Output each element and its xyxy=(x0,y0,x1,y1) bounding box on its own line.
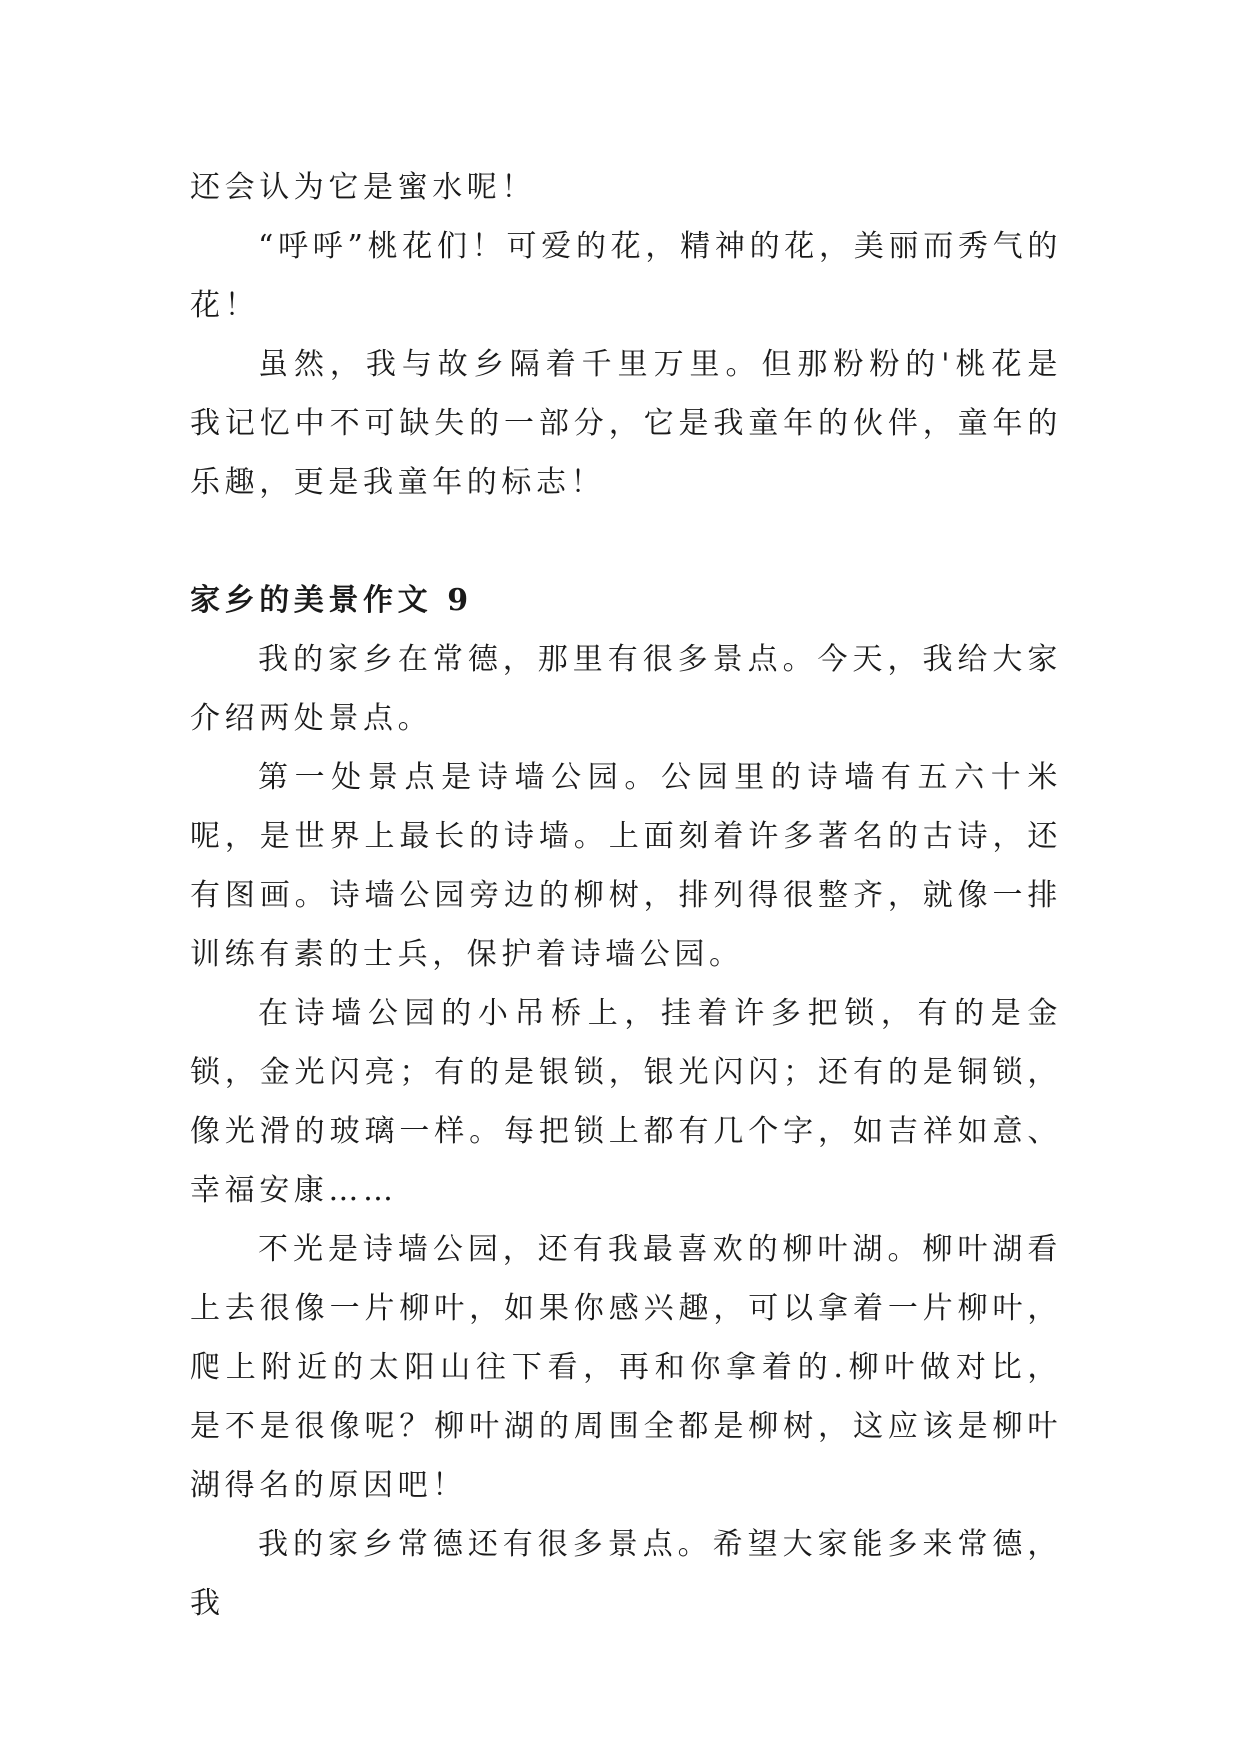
paragraph: 我的家乡常德还有很多景点。希望大家能多来常德，我 xyxy=(190,1527,1062,1621)
paragraph: 还会认为它是蜜水呢！ xyxy=(190,170,536,205)
document-page xyxy=(190,158,1062,1633)
essay-heading: 家乡的美景作文 9 xyxy=(190,583,473,618)
paragraph: 我的家乡在常德，那里有很多景点。今天，我给大家介绍两处景点。 xyxy=(190,642,1062,736)
paragraph: 第一处景点是诗墙公园。公园里的诗墙有五六十米呢，是世界上最长的诗墙。上面刻着许多著名的古诗，还有图画。诗墙公园旁边的柳树，排列得很整齐，就像一排训练有素的士兵，保护着诗墙公园。 xyxy=(190,760,1062,972)
paragraph: 在诗墙公园的小吊桥上，挂着许多把锁，有的是金锁，金光闪亮；有的是银锁，银光闪闪；还有的是铜锁，像光滑的玻璃一样。每把锁上都有几个字，如吉祥如意、幸福安康…… xyxy=(190,996,1062,1208)
paragraph: “呼呼”桃花们！可爱的花，精神的花，美丽而秀气的花！ xyxy=(190,229,1062,323)
paragraph: 不光是诗墙公园，还有我最喜欢的柳叶湖。柳叶湖看上去很像一片柳叶，如果你感兴趣，可以拿着一片柳叶，爬上附近的太阳山往下看，再和你拿着的.柳叶做对比，是不是很像呢？柳叶湖的周围全都是柳树，这应该是柳叶湖得名的原因吧！ xyxy=(190,1232,1062,1503)
paragraph: 虽然，我与故乡隔着千里万里。但那粉粉的'桃花是我记忆中不可缺失的一部分，它是我童年的伙伴，童年的乐趣，更是我童年的标志！ xyxy=(190,347,1062,500)
